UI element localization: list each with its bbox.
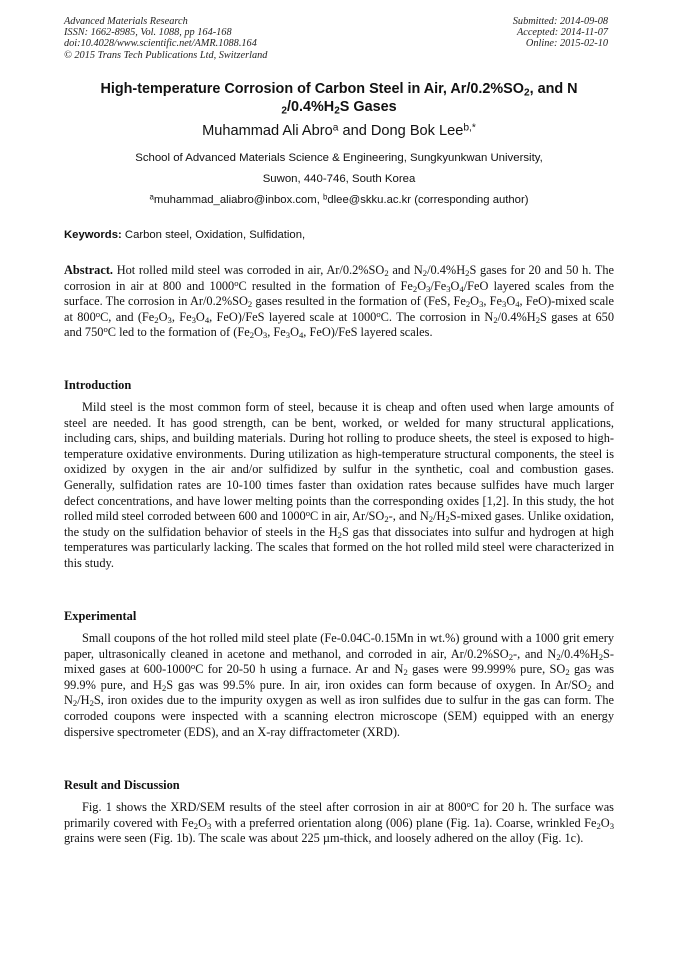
author-2: Dong Bok Lee (370, 123, 464, 139)
introduction-paragraph: Mild steel is the most common form of steel, because it is cheap and often used when large amounts of steel are needed. It has good strength, can be bent, worked, or welded for many structural applications, including cars, ships, and building materials. During hot rolling to produce sheets, the steel is exposed to high-temperature oxidative environments. During utilization as high-temperature structural components, the steel is oxidized by oxygen in the air and/or sulfidized by sulfur in the synthetic, coal and combustion gases. Generally, sulfidation rates are 10-100 times faster than oxidation rates because sulfides have much larger defect concentrations, and have lower melting points than the corresponding oxides [1,2]. In this study, the hot rolled mild steel corroded between 600 and 1000$^o$C in air, $Ar/SO_2-$, and $N_2/H_2S$-mixed gases. Unlike oxidation, the study on the sulfidation behavior of steels in the $H_2S$ gas that dissociates into sulfur and hydrogen at high temperatures was particularly lacking. The scales that formed on the hot rolled mild steel were characterized in this study. (64, 400, 614, 570)
email-a[interactable]: muhammad_aliabro@inbox.com, (153, 194, 320, 206)
keywords-text: Carbon steel, Oxidation, Sulfidation, (121, 229, 306, 241)
submitted-date: Submitted: 2014-09-08 (512, 16, 608, 27)
doi-line: doi:10.4028/www.scientific.net/AMR.1088.164 (64, 38, 257, 50)
results-paragraph: Fig. 1 shows the XRD/SEM results of the steel after corrosion in air at 800$^o$C for 20 h. The surface was primarily covered with $Fe_2O_3$ with a preferred orientation along (006) plane (Fig. 1a). Coarse, wrinkled $Fe_2O_3$ grains were seen (Fig. 1b). The scale was about 225 µm-thick, and loosely adhered on the alloy (Fig. 1c). (64, 799, 615, 846)
copyright-line: © 2015 Trans Tech Publications Ltd, Switzerland (64, 49, 268, 61)
paper-title: High-temperature Corrosion of Carbon Steel in Air, $Ar/0.2\%SO_2$, and N $_2/0.4\%H_2S$ Gases (100, 81, 578, 117)
abstract: Abstract. Hot rolled mild steel was corroded in air, $Ar/0.2\%SO_2$ and $N_2/0.4\%H_2S$ gases for 20 and 50 h. The corrosion in air at 800 and 1000$^o$C resulted in the formation of $Fe_2O_3/Fe_3O_4$/FeO layered scales from the surface. The corrosion in $Ar/0.2\%SO_2$ gases resulted in the formation of (FeS, $Fe_2O_3$, $Fe_3O_4$, FeO)-mixed scale at 800$^o$C, and ($Fe_2O_3$, $Fe_3O_4$, FeO)/FeS layered scale at 1000$^o$C. The corrosion in $N_2/0.4\%H_2S$ gases at 650 and 750$^o$C led to the formation of ($Fe_2O_3$, $Fe_3O_4$, FeO)/FeS layered scales. (64, 263, 614, 341)
author-list: Muhammad Ali Abro$^a$ and Dong Bok Lee$^{b,*}$ (202, 122, 476, 139)
affiliation-line-1: School of Advanced Materials Science & Engineering, Sungkyunkwan University, (135, 152, 543, 164)
keywords-label: Keywords: (64, 229, 122, 241)
affiliation-line-2: Suwon, 440-746, South Korea (262, 173, 416, 185)
accepted-date: Accepted: 2014-11-07 (516, 27, 608, 39)
author-emails: $^a$muhammad_aliabro@inbox.com, $^b$dlee@skku.ac.kr (corresponding author) (149, 192, 529, 206)
experimental-paragraph: Small coupons of the hot rolled mild steel plate (Fe-0.04C-0.15Mn in wt.%) ground with a 1000 grit emery paper, ultrasonically cleaned in acetone and methanol, and corroded in air, $Ar/0.2\%SO_2-$, and $N_2/0.4\%H_2S$-mixed gases at 600-1000$^o$C for 20-50 h using a furnace. Ar and $N_2$ gases were 99.999% pure, $SO_2$ gas was 99.9% pure, and $H_2S$ gas was 99.5% pure. In air, iron oxides can form because of oxygen. In $Ar/SO_2$ and $N_2/H_2S$, iron oxides due to the impurity oxygen as well as iron sulfides due to sulfur in the gas can form. The corroded coupons were inspected with a scanning electron microscope (SEM) equipped with an energy dispersive spectrometer (EDS), and an X-ray diffractometer (XRD). (64, 631, 614, 739)
publication-dates (513, 16, 608, 50)
author-1: Muhammad Ali Abro (202, 123, 333, 139)
abstract-label: Abstract. (64, 263, 114, 277)
journal-metadata (64, 16, 267, 61)
keywords (64, 228, 614, 242)
issn-line: ISSN: 1662-8985, Vol. 1088, pp 164-168 (64, 27, 232, 39)
online-date: Online: 2015-02-10 (525, 38, 608, 50)
section-heading-introduction: Introduction (64, 378, 132, 392)
section-heading-experimental: Experimental (64, 609, 137, 623)
section-heading-results: Result and Discussion (64, 778, 180, 792)
journal-name: Advanced Materials Research (64, 16, 188, 27)
email-b[interactable]: dlee@skku.ac.kr (corresponding author) (327, 194, 529, 206)
